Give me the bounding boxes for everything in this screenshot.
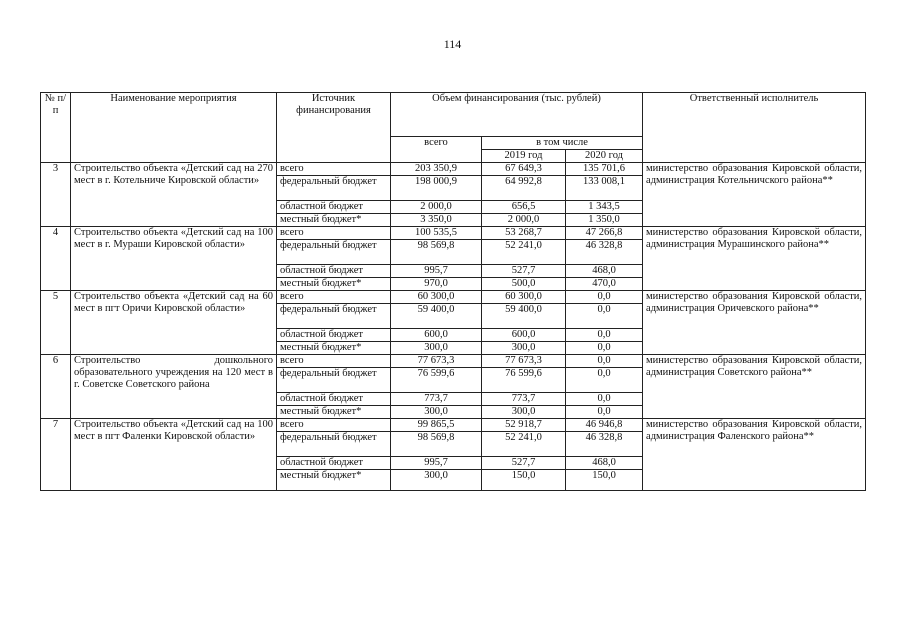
responsible-executor: министерство образования Кировской области, администрация Советского района** <box>643 355 866 419</box>
funding-source: всего <box>277 419 391 432</box>
funding-source: федеральный бюджет <box>277 240 391 265</box>
funding-source: областной бюджет <box>277 265 391 278</box>
funding-source: местный бюджет* <box>277 214 391 227</box>
event-name: Строительство дошкольного образовательного учреждения на 120 мест в г. Советске Советского района <box>71 355 277 419</box>
funding-source: местный бюджет* <box>277 406 391 419</box>
amount-total: 198 000,9 <box>391 176 482 201</box>
header-executor: Ответственный исполнитель <box>643 93 866 163</box>
amount-2020: 0,0 <box>566 393 643 406</box>
amount-2019: 76 599,6 <box>482 368 566 393</box>
row-number: 5 <box>41 291 71 355</box>
amount-2020: 1 350,0 <box>566 214 643 227</box>
amount-2020: 468,0 <box>566 457 643 470</box>
amount-2020: 133 008,1 <box>566 176 643 201</box>
row-number: 7 <box>41 419 71 491</box>
amount-total: 300,0 <box>391 342 482 355</box>
amount-2019: 77 673,3 <box>482 355 566 368</box>
table-body <box>41 163 866 491</box>
amount-2019: 773,7 <box>482 393 566 406</box>
funding-source: областной бюджет <box>277 201 391 214</box>
funding-source: федеральный бюджет <box>277 176 391 201</box>
funding-source: всего <box>277 227 391 240</box>
amount-total: 3 350,0 <box>391 214 482 227</box>
header-num: № п/п <box>41 93 71 163</box>
funding-source: федеральный бюджет <box>277 304 391 329</box>
amount-total: 60 300,0 <box>391 291 482 304</box>
amount-2020: 0,0 <box>566 406 643 419</box>
responsible-executor: министерство образования Кировской области, администрация Фаленского района** <box>643 419 866 491</box>
amount-2019: 527,7 <box>482 265 566 278</box>
amount-total: 970,0 <box>391 278 482 291</box>
amount-2020: 1 343,5 <box>566 201 643 214</box>
amount-2019: 600,0 <box>482 329 566 342</box>
amount-2020: 150,0 <box>566 470 643 491</box>
amount-2020: 0,0 <box>566 304 643 329</box>
funding-source: местный бюджет* <box>277 278 391 291</box>
responsible-executor: министерство образования Кировской области, администрация Мурашинского района** <box>643 227 866 291</box>
header-total: всего <box>391 137 482 163</box>
amount-2020: 468,0 <box>566 265 643 278</box>
amount-total: 300,0 <box>391 406 482 419</box>
amount-total: 59 400,0 <box>391 304 482 329</box>
amount-total: 76 599,6 <box>391 368 482 393</box>
amount-2020: 0,0 <box>566 355 643 368</box>
amount-total: 995,7 <box>391 457 482 470</box>
amount-2019: 52 241,0 <box>482 240 566 265</box>
funding-source: местный бюджет* <box>277 342 391 355</box>
amount-2019: 52 241,0 <box>482 432 566 457</box>
funding-source: федеральный бюджет <box>277 432 391 457</box>
header-2020: 2020 год <box>566 150 643 163</box>
header-name: Наименование мероприятия <box>71 93 277 163</box>
amount-total: 995,7 <box>391 265 482 278</box>
event-name: Строительство объекта «Детский сад на 100 мест в пгт Фаленки Кировской области» <box>71 419 277 491</box>
amount-2019: 67 649,3 <box>482 163 566 176</box>
amount-2020: 0,0 <box>566 368 643 393</box>
table-row <box>41 291 866 304</box>
amount-2019: 656,5 <box>482 201 566 214</box>
amount-2020: 135 701,6 <box>566 163 643 176</box>
event-name: Строительство объекта «Детский сад на 100 мест в г. Мураши Кировской области» <box>71 227 277 291</box>
amount-2020: 0,0 <box>566 291 643 304</box>
event-name: Строительство объекта «Детский сад на 60 мест в пгт Оричи Кировской области» <box>71 291 277 355</box>
row-number: 3 <box>41 163 71 227</box>
responsible-executor: министерство образования Кировской области, администрация Оричевского района** <box>643 291 866 355</box>
table-row <box>41 227 866 240</box>
funding-source: всего <box>277 355 391 368</box>
header-including: в том числе <box>482 137 643 150</box>
funding-source: федеральный бюджет <box>277 368 391 393</box>
amount-2019: 300,0 <box>482 406 566 419</box>
page-number: 114 <box>443 37 462 51</box>
amount-total: 2 000,0 <box>391 201 482 214</box>
amount-total: 773,7 <box>391 393 482 406</box>
amount-2020: 0,0 <box>566 342 643 355</box>
amount-total: 203 350,9 <box>391 163 482 176</box>
amount-2019: 59 400,0 <box>482 304 566 329</box>
amount-2019: 150,0 <box>482 470 566 491</box>
funding-source: местный бюджет* <box>277 470 391 491</box>
funding-table <box>40 92 866 491</box>
amount-2019: 52 918,7 <box>482 419 566 432</box>
amount-2020: 46 946,8 <box>566 419 643 432</box>
header-volume: Объем финансирования (тыс. рублей) <box>391 93 643 137</box>
amount-2020: 46 328,8 <box>566 240 643 265</box>
event-name: Строительство объекта «Детский сад на 270 мест в г. Котельниче Кировской области» <box>71 163 277 227</box>
funding-source: областной бюджет <box>277 329 391 342</box>
table-row <box>41 355 866 368</box>
amount-total: 600,0 <box>391 329 482 342</box>
responsible-executor: министерство образования Кировской области, администрация Котельничского района** <box>643 163 866 227</box>
amount-total: 100 535,5 <box>391 227 482 240</box>
amount-2019: 60 300,0 <box>482 291 566 304</box>
amount-2019: 500,0 <box>482 278 566 291</box>
amount-total: 98 569,8 <box>391 240 482 265</box>
funding-source: всего <box>277 291 391 304</box>
amount-2019: 527,7 <box>482 457 566 470</box>
amount-total: 77 673,3 <box>391 355 482 368</box>
header-source: Источник финансирования <box>277 93 391 163</box>
funding-source: областной бюджет <box>277 393 391 406</box>
amount-2020: 0,0 <box>566 329 643 342</box>
amount-total: 98 569,8 <box>391 432 482 457</box>
amount-2019: 53 268,7 <box>482 227 566 240</box>
amount-2019: 64 992,8 <box>482 176 566 201</box>
funding-source: областной бюджет <box>277 457 391 470</box>
row-number: 4 <box>41 227 71 291</box>
table-row <box>41 163 866 176</box>
amount-2020: 470,0 <box>566 278 643 291</box>
funding-source: всего <box>277 163 391 176</box>
amount-2019: 300,0 <box>482 342 566 355</box>
header-2019: 2019 год <box>482 150 566 163</box>
amount-total: 300,0 <box>391 470 482 491</box>
amount-2020: 46 328,8 <box>566 432 643 457</box>
table-header <box>41 93 866 163</box>
amount-total: 99 865,5 <box>391 419 482 432</box>
row-number: 6 <box>41 355 71 419</box>
amount-2020: 47 266,8 <box>566 227 643 240</box>
table-row <box>41 419 866 432</box>
amount-2019: 2 000,0 <box>482 214 566 227</box>
